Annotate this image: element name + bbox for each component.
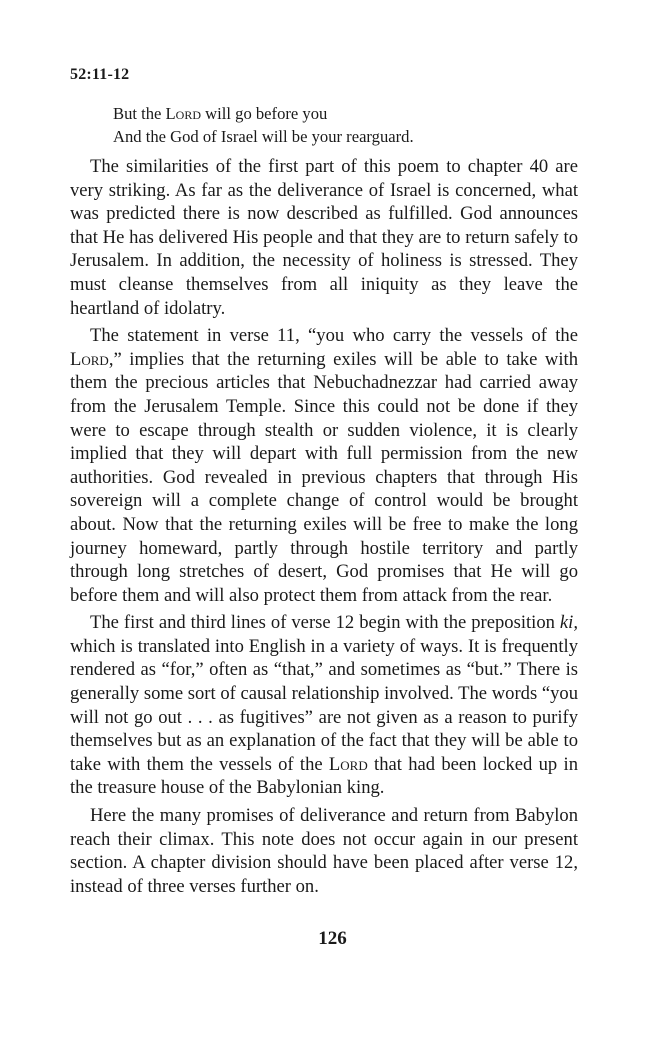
verse-line-1-start: But the bbox=[113, 104, 166, 123]
page-number: 126 bbox=[318, 928, 347, 949]
paragraph-2 bbox=[70, 324, 578, 607]
verse-line-1-end: will go before you bbox=[201, 104, 328, 123]
commentary-body bbox=[70, 155, 578, 902]
verse-line-1 bbox=[113, 102, 414, 125]
quoted-verse bbox=[113, 102, 414, 148]
verse-reference: 52:11-12 bbox=[70, 66, 130, 83]
paragraph-3-lord: Lord bbox=[328, 753, 368, 775]
paragraph-3-start: The first and third lines of verse 12 begin with the preposition bbox=[90, 612, 560, 634]
paragraph-3-middle: which is translated into English in a variety of ways. It is frequently rendered as “for,” often as “that,” and sometimes as “but.” There is generally some sort of causal relationship involved. The words “you will not go out . . . as fugitives” are not given as a reason to purify themselves but as an explanation of the fact that they will be able to take with them the vessels of the bbox=[70, 635, 578, 775]
paragraph-2-start: The statement in verse 11, “you who carry the vessels of the bbox=[90, 325, 578, 347]
paragraph-2-rest: ,” implies that the returning exiles will be able to take with them the precious articles that Nebuchadnezzar had carried away from the Jerusalem Temple. Since this could not be done if they were to escape through stealth or sudden violence, it is clearly implied that they will depart with full permission from the new authorities. God revealed in previous chapters that through His sovereign will a complete change of control would be brought about. Now that the returning exiles will be free to make the long journey homeward, partly through hostile territory and partly through long stretches of desert, God promises that He will go before them and will also protect them from attack from the rear. bbox=[70, 348, 578, 606]
paragraph-2-lord: Lord bbox=[70, 348, 109, 370]
verse-line-2: And the God of Israel will be your rearguard. bbox=[113, 127, 414, 146]
paragraph-3 bbox=[70, 611, 578, 800]
paragraph-1: The similarities of the first part of this poem to chapter 40 are very striking. As far as the deliverance of Israel is concerned, what was predicted there is now described as fulfilled. God announces that He has delivered His people and that they are to return safely to Jerusalem. In addition, the necessity of holiness is stressed. They must cleanse themselves from all iniquity as they leave the heartland of idolatry. bbox=[70, 156, 578, 319]
paragraph-3-end: that had been locked up in the treasure house of the Babylonian king. bbox=[70, 753, 578, 799]
paragraph-4: Here the many promises of deliverance and return from Babylon reach their climax. This note does not occur again in our present section. A chapter division should have been placed after verse 12, instead of three verses further on. bbox=[70, 805, 578, 897]
paragraph-3-ki: ki, bbox=[559, 612, 578, 634]
verse-line-1-lord: Lord bbox=[165, 104, 202, 123]
